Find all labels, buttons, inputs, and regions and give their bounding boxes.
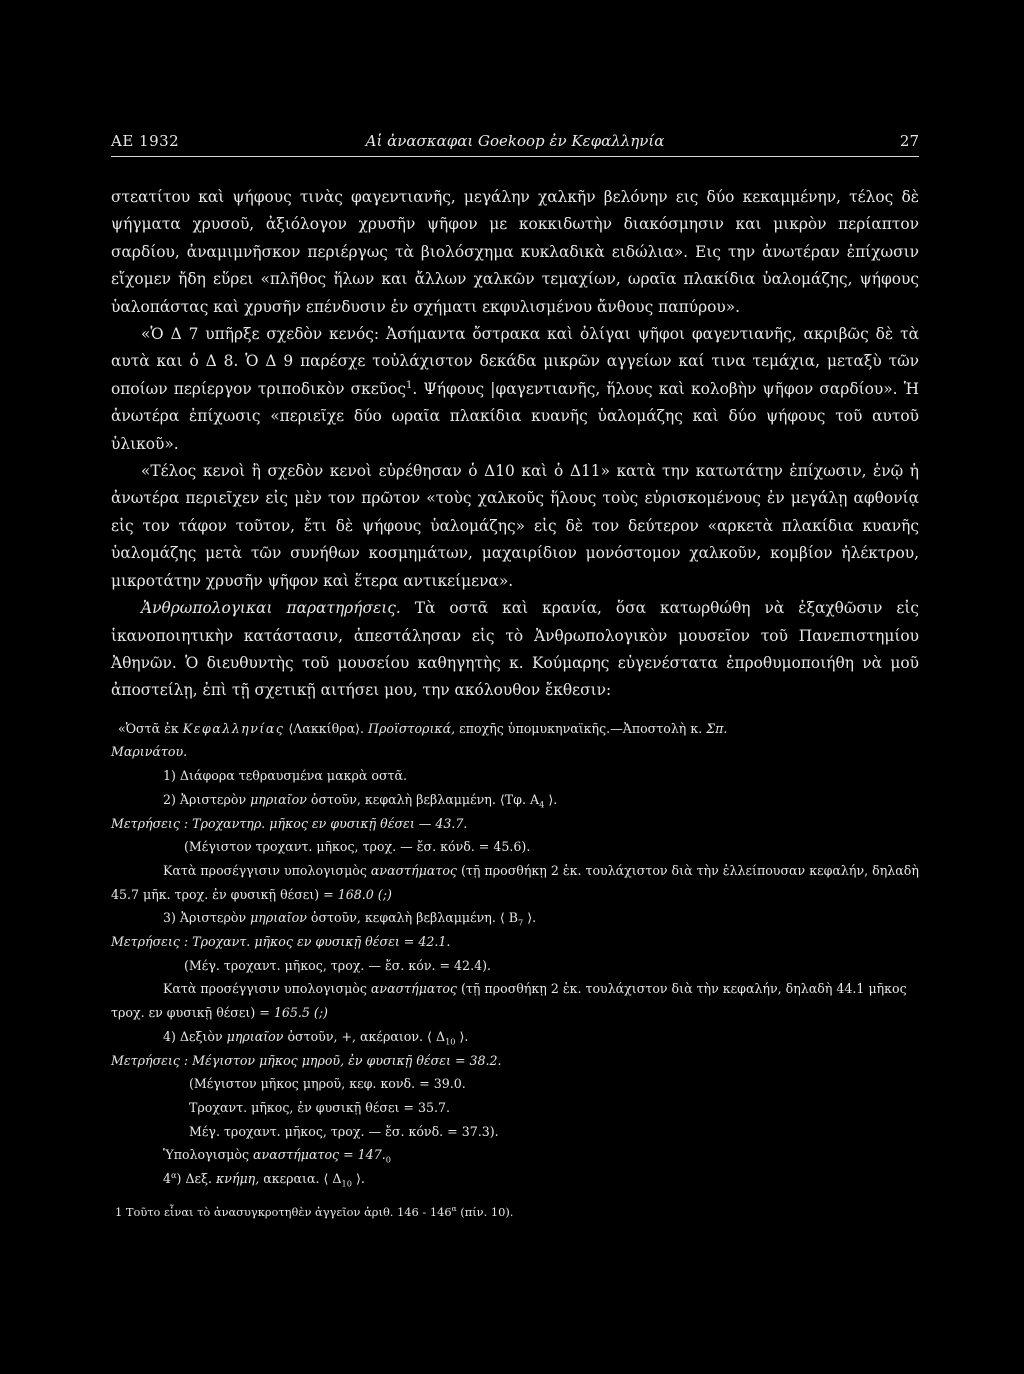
estimate-italic: αναστήματος bbox=[370, 981, 457, 997]
measurement-line: (Μέγιστον τροχαντ. μῆκος, τροχ. — ἔσ. κόνδ. = 45.6). bbox=[184, 839, 531, 855]
list-item bbox=[111, 1025, 919, 1049]
list-item-text: ⟩. bbox=[544, 791, 558, 807]
section-heading: Ἀνθρωπολογικαι παρατηρήσεις. bbox=[141, 599, 401, 618]
list-item-text: 3) Ἀριστερὸν bbox=[163, 910, 251, 926]
footnote-superscript: α bbox=[451, 1203, 457, 1213]
list-item-subscript: 10 bbox=[341, 1178, 352, 1189]
paragraph-1: στεατίτου καὶ ψήφους τινὰς φαγεντιανῆς, μεγάλην χαλκῆν βελόνην εις δύο κεκαμμένην, τέλος δὲ ψήγματα χρυσοῦ, ἀξιόλογον χρυσῆν ψῆφον με κοκκιδωτὴν διακόσμησιν και μικρὸν περίαπτον σαρδίου, ἀναμιμνῆσκον περιέργως τὰ βιολόσχημα κυκλαδικὰ ειδώλια». Εις την ἀνωτέραν ἐπίχωσιν εἴχομεν ἤδη εὕρει «πλῆθος ἥλων και ἄλλων χαλκῶν τεμαχίων, ωραῖα πλακίδια ὑαλομάζης, ψήφους ὑαλοπάστας καὶ χρυσῆν επένδυσιν ἐν σχήματι εκφυλισμένου ἄνθους παπύρου». bbox=[111, 188, 919, 316]
list-item-text: ὀστοῦν, κεφαλὴ βεβλαμμένη. ⟨ Β bbox=[306, 910, 519, 926]
footnote-text-end: (πίν. 10). bbox=[456, 1204, 514, 1219]
estimate-subscript: 0 bbox=[385, 1154, 391, 1165]
estimate-italic: αναστήματος bbox=[370, 862, 457, 878]
list-item-text: ὀστοῦν, κεφαλὴ βεβλαμμένη. ⟨Τφ. Α bbox=[306, 791, 540, 807]
measurement-line: (Μέγιστον μῆκος μηροῦ, κεφ. κονδ. = 39.0. bbox=[189, 1076, 466, 1092]
journal-abbreviation: AE 1932 bbox=[111, 132, 180, 150]
footnote-ref[interactable]: 1 bbox=[405, 379, 413, 391]
header-rule bbox=[111, 156, 919, 157]
report-title-part: ⟨Λακκίθρα⟩. bbox=[284, 720, 368, 736]
measurement-line: Τροχαντ. μῆκος, ἐν φυσικῇ θέσει = 35.7. bbox=[189, 1099, 451, 1115]
estimate-text: Ὑπολογισμὸς bbox=[163, 1147, 254, 1163]
list-item-subscript: 10 bbox=[445, 1036, 456, 1047]
report-title-author: Μαρινάτου. bbox=[111, 744, 188, 760]
paragraph-2-end: . Ψήφους |φαγεντιανῆς, ἥλους καὶ κολοβὴν ψῆφον σαρδίου». Ἡ ἀνωτέρα ἐπίχωσις «περιεῖχε δύο ωραῖα πλακίδια κυανῆς ὑαλομάζης καὶ δύο ψήφους τοῦ αυτοῦ ὑλικοῦ». bbox=[111, 379, 919, 453]
estimate-value: 168.0 (;) bbox=[337, 886, 392, 902]
report-title-part: εποχῆς ὑπομυκηναϊκῆς.—Ἀποστολὴ κ. bbox=[455, 720, 707, 736]
paragraph-4-text: Τὰ οστᾶ καὶ κρανία, ὅσα κατωρθώθη νὰ ἐξαχθῶσιν εἰς ἱκανοποιητικὴν κατάστασιν, ἀπεστάλησαν εἰς τὸ Ἀνθρωπολογικὸν μουσεῖον τοῦ Πανεπιστημίου Ἀθηνῶν. Ὁ διευθυντὴς τοῦ μουσείου καθηγητὴς κ. Κούμαρης εὐγενέστατα ἐπροθυμοποιήθη νὰ μοῦ ἀποστείλῃ, ἐπὶ τῇ σχετικῇ αιτήσει μου, την ακόλουθον ἔκθεσιν: bbox=[111, 599, 919, 700]
report-title-cont bbox=[111, 740, 919, 764]
report-title bbox=[111, 717, 919, 741]
estimate-line bbox=[111, 977, 919, 1024]
list-item-text: 4 bbox=[163, 1171, 172, 1187]
measurement-line: Μετρήσεις : Μέγιστον μῆκος μηροῦ, ἐν φυσικῇ θέσει = 38.2. bbox=[111, 1052, 502, 1068]
list-item-text: ⟩. bbox=[523, 910, 537, 926]
list-item-subscript: 4 bbox=[539, 799, 545, 810]
measurement-line: (Μέγ. τροχαντ. μῆκος, τροχ. — ἔσ. κόν. = 42.4). bbox=[184, 957, 492, 973]
list-item-text: ⟩. bbox=[455, 1028, 469, 1044]
journal-page bbox=[111, 132, 919, 1221]
footnote bbox=[111, 1203, 919, 1221]
estimate-text: (τῇ προσθήκῃ 2 ἑκ. τουλάχιστον διὰ τὴν ἐλλείπουσαν κεφαλήν, δηλαδὴ 45.7 μῆκ. τροχ. ἐν φυσικῇ θέσει) = bbox=[111, 862, 919, 902]
list-item-text: ⟩. bbox=[351, 1171, 365, 1187]
list-item-italic: κνήμη, bbox=[216, 1171, 260, 1187]
list-item-text: 4) Δεξιὸν bbox=[163, 1028, 227, 1044]
paragraph-2 bbox=[111, 321, 919, 458]
list-item bbox=[111, 1167, 919, 1191]
measurement-line: Μετρήσεις : Τροχαντ. μῆκος εν φυσικῇ θέσει = 42.1. bbox=[111, 934, 451, 950]
quoted-report bbox=[111, 717, 919, 1191]
measurement-line: Μετρήσεις : Τροχαντηρ. μῆκος εν φυσικῇ θέσει — 43.7. bbox=[111, 815, 468, 831]
estimate-text: Κατὰ προσέγγισιν υπολογισμὸς bbox=[163, 862, 371, 878]
measurement-line: Μέγ. τροχαντ. μῆκος, τροχ. — ἔσ. κόνδ. = 37.3). bbox=[189, 1123, 499, 1139]
list-item-text: ) Δεξ. bbox=[176, 1171, 217, 1187]
list-item-italic: μηριαῖον bbox=[250, 910, 307, 926]
running-title: Αἱ ἀνασκαφαι Goekoop ἐν Κεφαλληνία bbox=[365, 132, 665, 150]
list-item-text: ακεραια. ⟨ Δ bbox=[259, 1171, 342, 1187]
estimate-italic: αναστήματος bbox=[253, 1147, 340, 1163]
paragraph-3: «Τέλος κενοὶ ἢ σχεδὸν κενοὶ εὑρέθησαν ὁ Δ10 καὶ ὁ Δ11» κατὰ την κατωτάτην ἐπίχωσιν, ἐνῷ ἡ ἀνωτέρα περιεῖχεν εἰς μὲν τον πρῶτον «τοὺς χαλκοῦς ἥλους τοὺς εὑρισκομένους ἐν μεγάλῃ αφθονίᾳ εἰς τον τάφον τοῦτον, ἔτι δὲ ψήφους ὑαλομάζης» εἰς δὲ τον δεύτερον «αρκετὰ πλακίδια κυανῆς ὑαλομάζης μετὰ τῶν συνήθων κοσμημάτων, μαχαιρίδιον μονόστομον χαλκοῦν, κομβίον ἠλέκτρου, μικροτάτην χρυσῆν ψῆφον καὶ ἕτερα αντικείμενα». bbox=[111, 462, 919, 590]
main-text bbox=[111, 184, 919, 705]
estimate-line bbox=[111, 859, 919, 906]
report-title-author: Σπ. bbox=[706, 720, 728, 736]
list-item-subscript: 7 bbox=[518, 917, 524, 928]
footnote-text: 1 Τοῦτο εἶναι τὸ ἀνασυγκροτηθὲν ἀγγεῖον ἀριθ. 146 - 146 bbox=[115, 1204, 452, 1219]
report-title-part: «Ὀστᾶ ἐκ bbox=[118, 720, 183, 736]
list-item-italic: μηριαῖον bbox=[250, 791, 307, 807]
list-item-italic: μηριαῖον bbox=[226, 1028, 284, 1044]
estimate-text: (τῇ προσθήκῃ 2 ἑκ. τουλάχιστον διὰ τὴν κεφαλήν, δηλαδὴ 44.1 μῆκος τροχ. εν φυσικῇ θέσει) = bbox=[111, 981, 907, 1021]
list-item-superscript: α bbox=[171, 1169, 177, 1180]
list-item bbox=[111, 788, 919, 812]
list-item: 1) Διάφορα τεθραυσμένα μακρὰ οστᾶ. bbox=[163, 768, 408, 784]
estimate-value: = 147. bbox=[339, 1147, 386, 1163]
list-item bbox=[111, 906, 919, 930]
paragraph-4 bbox=[111, 595, 919, 705]
running-header bbox=[111, 132, 919, 158]
list-item-text: 2) Ἀριστερὸν bbox=[163, 791, 251, 807]
estimate-line bbox=[111, 1143, 919, 1167]
paragraph-2-text: «Ὁ Δ 7 υπῆρξε σχεδὸν κενός: Ἀσήμαντα ὄστρακα καὶ ὀλίγαι ψῆφοι φαγεντιανῆς, ακριβῶς δὲ τὰ αυτὰ και ὁ Δ 8. Ὁ Δ 9 παρέσχε τοὐλάχιστον δεκάδα μικρῶν αγγείων καί τινα τεμάχια, μεταξὺ τῶν οποίων περίεργον τριποδικὸν σκεῦος bbox=[111, 325, 919, 398]
report-title-period: Προϊστορικά, bbox=[368, 720, 456, 736]
page-number: 27 bbox=[899, 132, 919, 150]
list-item-text: ὀστοῦν, +, ακέραιον. ⟨ Δ bbox=[283, 1028, 446, 1044]
estimate-value: 165.5 (;) bbox=[273, 1005, 328, 1021]
report-title-place: Κεφαλληνίας bbox=[182, 720, 285, 736]
estimate-text: Κατὰ προσέγγισιν υπολογισμὸς bbox=[163, 981, 371, 997]
